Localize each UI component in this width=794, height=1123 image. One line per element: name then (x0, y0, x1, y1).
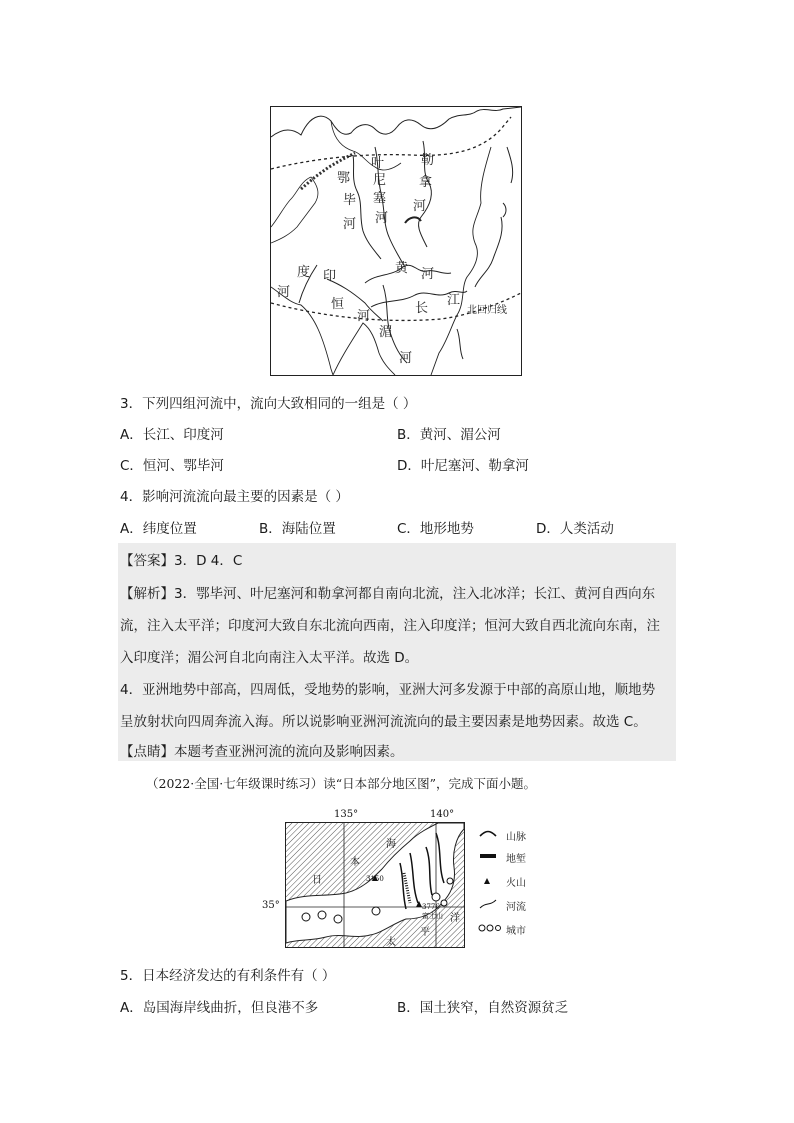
label-chang: 长 (415, 301, 429, 316)
legend-city-icon-3 (496, 926, 501, 931)
q3-stem: 3．下列四组河流中，流向大致相同的一组是（ ） (120, 396, 417, 412)
label-du: 度 (297, 265, 311, 280)
label-he-indus: 河 (277, 285, 291, 300)
analysis-line-5: 呈放射状向四周奔流入海。所以说影响亚洲河流流向的最主要因素是地势因素。故选 C。 (120, 714, 647, 730)
label-he-huang: 河 (421, 267, 435, 282)
analysis-line-1: 【解析】3．鄂毕河、叶尼塞河和勒拿河都自南向北流，注入北冰洋；长江、黄河自西向东 (120, 586, 656, 602)
japan-map-legend (478, 828, 558, 940)
legend-river: 河流 (506, 902, 526, 913)
ocean-label-tai: 太 (386, 937, 396, 948)
legend-river-icon (480, 900, 496, 908)
lon-135-label: 135° (334, 809, 359, 820)
label-sai: 塞 (373, 191, 387, 206)
elevation-3150: 3150 (366, 875, 384, 883)
ocean-label-ping: 平 (420, 927, 430, 938)
label-jiang: 江 (447, 293, 461, 308)
comment-line: 【点睛】本题考查亚洲河流的流向及影响因素。 (120, 744, 404, 760)
legend-volcano-icon (484, 878, 490, 884)
q5-option-b[interactable]: B．国土狭窄，自然资源贫乏 (397, 1000, 569, 1016)
q5-stem: 5．日本经济发达的有利条件有（ ） (120, 968, 336, 984)
label-yin: 印 (323, 269, 337, 284)
asia-rivers-map (270, 106, 522, 376)
analysis-line-3: 入印度洋；湄公河自北向南注入太平洋。故选 D。 (120, 650, 419, 666)
label-mei: 湄 (379, 325, 393, 340)
legend-city-icon-2 (487, 925, 493, 931)
sea-label-ben: 本 (350, 857, 360, 868)
q4-option-d[interactable]: D．人类活动 (536, 521, 614, 537)
q4-option-c[interactable]: C．地形地势 (397, 521, 474, 537)
question-intro: （2022·全国·七年级课时练习）读“日本部分地区图”，完成下面小题。 (146, 776, 537, 791)
label-na: 拿 (419, 175, 433, 190)
label-heng: 恒 (331, 297, 345, 312)
analysis-line-2: 流，注入太平洋；印度河大致自东北流向西南，注入印度洋；恒河大致自西北流向东南，注 (120, 618, 660, 634)
legend-volcano: 火山 (506, 878, 526, 889)
q4-option-a[interactable]: A．纬度位置 (120, 521, 197, 537)
label-huang: 黄 (395, 261, 409, 276)
legend-city: 城市 (506, 926, 526, 937)
lat-35-label: 35° (262, 900, 280, 911)
label-he-mekong: 河 (399, 351, 413, 366)
q4-stem: 4．影响河流流向最主要的因素是（ ） (120, 489, 349, 505)
answer-line: 【答案】3．D 4．C (120, 553, 243, 569)
q4-option-b[interactable]: B．海陆位置 (259, 521, 336, 537)
lon-140-label: 140° (430, 809, 455, 820)
elevation-3776: 3776 (422, 903, 440, 911)
legend-mountain: 山脉 (506, 832, 526, 843)
q3-option-c[interactable]: C．恒河、鄂毕河 (120, 458, 224, 474)
legend-symbols (478, 828, 504, 940)
legend-mountain-icon (480, 832, 496, 837)
sea-label-hai: 海 (386, 839, 396, 850)
sea-label-ri: 日 (312, 875, 322, 886)
label-he-lena: 河 (413, 199, 427, 214)
label-ni: 尼 (373, 173, 387, 188)
legend-fossa-icon (480, 854, 496, 858)
label-he-ganges: 河 (357, 309, 371, 324)
q3-option-b[interactable]: B．黄河、湄公河 (397, 427, 501, 443)
label-tropic-of-cancer: 北回归线 (467, 305, 507, 316)
label-he-yenisei: 河 (375, 211, 389, 226)
label-le: 勒 (421, 153, 435, 168)
label-e: 鄂 (337, 171, 351, 186)
asia-map-drawing (271, 107, 521, 375)
legend-fossa: 地堑 (506, 854, 526, 865)
legend-city-icon-1 (479, 925, 485, 931)
label-he-ob: 河 (343, 217, 357, 232)
analysis-line-4: 4．亚洲地势中部高，四周低，受地势的影响，亚洲大河多发源于中部的高原山地，顺地势 (120, 682, 656, 698)
q5-option-a[interactable]: A．岛国海岸线曲折，但良港不多 (120, 1000, 319, 1016)
fuji-label: 富士山 (422, 912, 443, 920)
label-bi: 毕 (343, 193, 357, 208)
q3-option-d[interactable]: D．叶尼塞河、勒拿河 (397, 458, 529, 474)
q3-option-a[interactable]: A．长江、印度河 (120, 427, 224, 443)
ocean-label-yang: 洋 (450, 913, 460, 924)
label-ye: 叶 (371, 156, 385, 171)
japan-map (285, 822, 465, 948)
